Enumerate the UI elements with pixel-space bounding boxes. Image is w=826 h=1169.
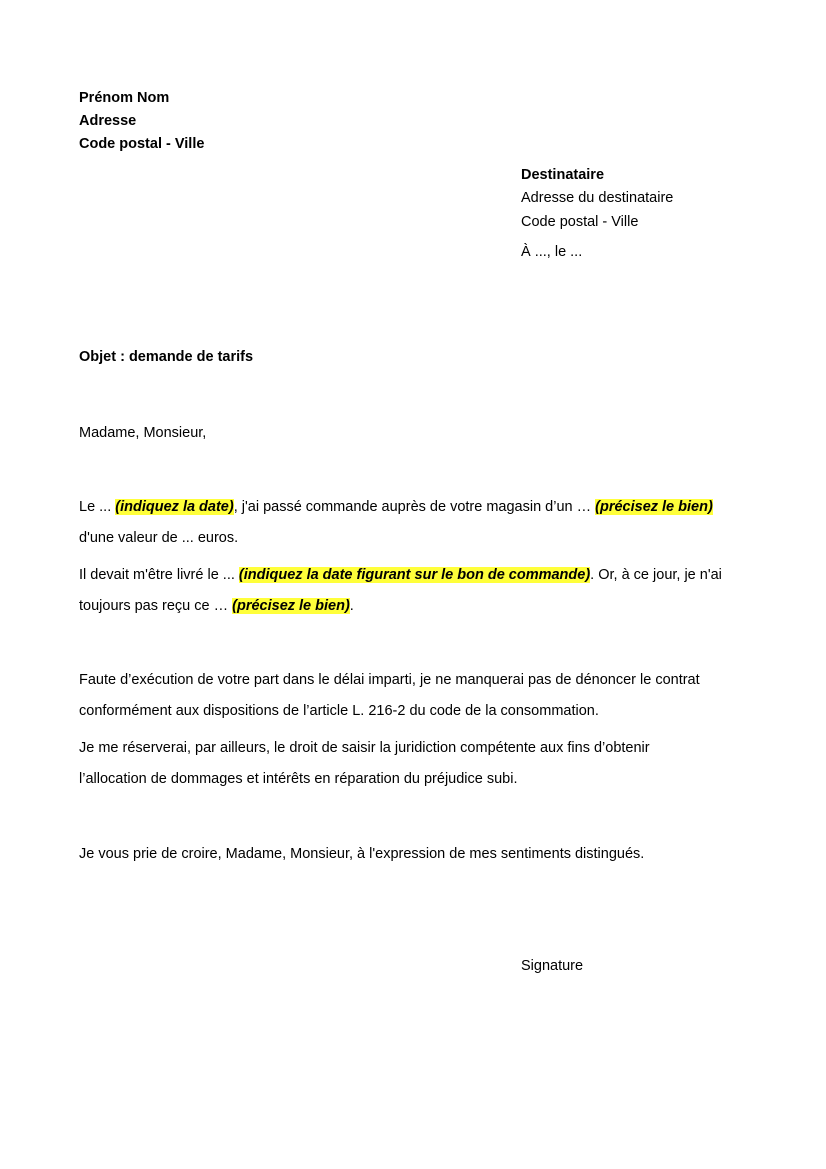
signature-label: Signature [521,958,584,974]
recipient-city: Code postal - Ville [521,214,639,230]
paragraph-line: Je me réserverai, par ailleurs, le droit de saisir la juridiction compétente aux fins d’obtenir [79,740,650,756]
subject-line: Objet : demande de tarifs [79,349,254,365]
salutation: Madame, Monsieur, [79,425,207,441]
text-run: Le ... [79,499,116,515]
paragraph-line: conformément aux dispositions de l’article L. 216-2 du code de la consommation. [79,703,599,719]
paragraph-line: l’allocation de dommages et intérêts en réparation du préjudice subi. [79,771,518,787]
sender-name: Prénom Nom [79,90,170,106]
paragraph-line: d'une valeur de ... euros. [79,530,239,546]
paragraph-line: Faute d’exécution de votre part dans le délai imparti, je ne manquerai pas de dénoncer le contrat [79,672,700,688]
text-run: Il devait m'être livré le ... [79,567,239,583]
placeholder-highlight: (indiquez la date figurant sur le bon de commande) [238,567,591,583]
text-run: , j'ai passé commande auprès de votre magasin d’un … [233,499,596,515]
placeholder-highlight: (précisez le bien) [232,598,350,614]
text-run: . [349,598,354,614]
sender-city: Code postal - Ville [79,136,205,152]
placeholder-highlight: (précisez le bien) [595,499,713,515]
closing-formula: Je vous prie de croire, Madame, Monsieur, à l'expression de mes sentiments distingués. [79,846,645,862]
sender-address: Adresse [79,113,137,129]
placeholder-highlight: (indiquez la date) [115,499,234,515]
paragraph-line [79,596,354,616]
recipient-name: Destinataire [521,167,605,183]
paragraph-line [79,565,722,585]
place-date: À ..., le ... [521,244,583,260]
paragraph-line [79,497,713,517]
text-run: toujours pas reçu ce … [79,598,233,614]
recipient-address: Adresse du destinataire [521,190,674,206]
text-run: . Or, à ce jour, je n'ai [590,567,722,583]
